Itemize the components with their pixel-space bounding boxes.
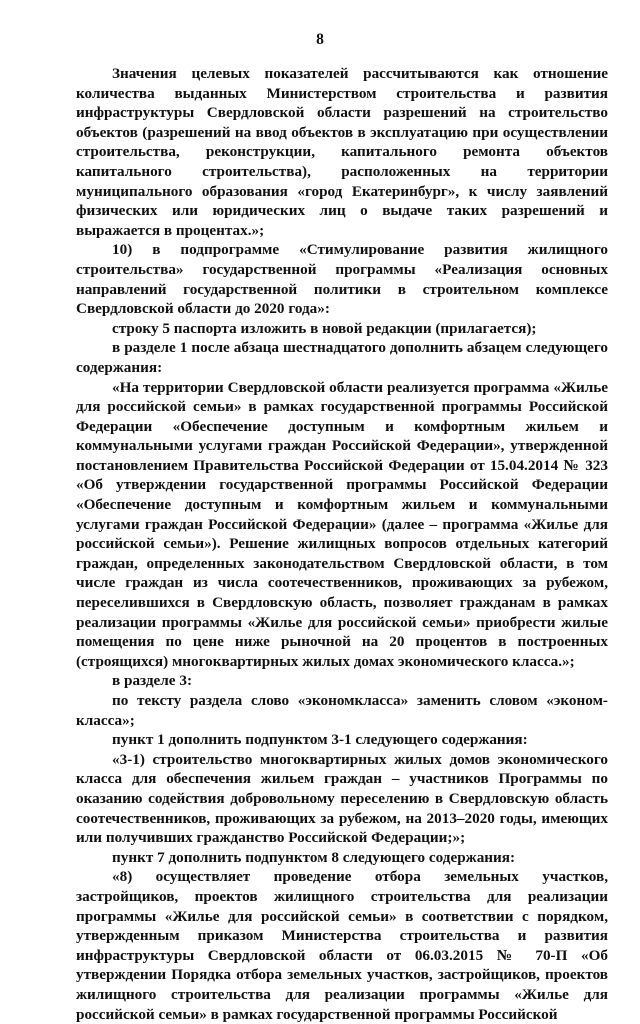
paragraph-target-indicators: Значения целевых показателей рассчитываются как отношение количества выданных Министерством строительства и развития инфраструктуры Свердловской области разрешений на строительство объектов (разрешений на ввод объектов в эксплуатацию при осуществлении строительства, реконструкции, капитального ремонта объектов капитального строительства), расположенных на территории муниципального образования «город Екатеринбург», к числу заявлений физических или юридических лиц о выдаче таких разрешений и выражается в процентах.»; (76, 65, 608, 239)
paragraph-section-1-addition: в разделе 1 после абзаца шестнадцатого дополнить абзацем следующего содержания: (76, 339, 608, 376)
paragraph-passport-row-5: строку 5 паспорта изложить в новой редакции (прилагается); (112, 319, 537, 337)
paragraph-subprogram-10: 10) в подпрограмме «Стимулирование развития жилищного строительства» государственной программы «Реализация основных направлений государственной политики в строительном комплексе Свердловской области до 2020 года»: (76, 241, 608, 318)
paragraph-item-7-addition: пункт 7 дополнить подпунктом 8 следующего содержания: (112, 848, 516, 866)
paragraph-economy-class-replace: по тексту раздела слово «экономкласса» заменить словом «эконом-класса»; (76, 692, 608, 729)
paragraph-item-1-addition: пункт 1 дополнить подпунктом 3-1 следующего содержания: (112, 731, 528, 749)
paragraph-subitem-3-1: «3-1) строительство многоквартирных жилых домов экономического класса для обеспечения жильем граждан – участников Программы по оказанию содействия добровольному переселению в Свердловскую область соотечественников, проживающих за рубежом, на 2013–2020 годы, имеющих или получивших гражданство Российской Федерации;»; (76, 750, 608, 847)
page-number: 8 (316, 31, 324, 48)
paragraph-family-housing-program: «На территории Свердловской области реализуется программа «Жилье для российской семьи» в рамках государственной программы Российской Федерации «Обеспечение доступным и комфортным жильем и коммунальными услугами граждан Российской Федерации», утвержденной постановлением Правительства Российской Федерации от 15.04.2014 № 323 «Об утверждении государственной программы Российской Федерации «Обеспечение доступным и комфортным жильем и коммунальными услугами граждан Российской Федерации» (далее – программа «Жилье для российской семьи»). Решение жилищных вопросов отдельных категорий граждан, определенных законодательством Свердловской области, в том числе граждан из числа соотечественников, проживающих за рубежом, переселившихся в Свердловскую область, позволяет гражданам в рамках реализации программы «Жилье для российской семьи» приобрести жилые помещения по цене ниже рыночной на 20 процентов в построенных (строящихся) многоквартирных жилых домах экономического класса.»; (76, 378, 608, 670)
document-body (76, 64, 608, 1024)
paragraph-subitem-8: «8) осуществляет проведение отбора земельных участков, застройщиков, проектов жилищного строительства для реализации программы «Жилье для российской семьи» в соответствии с порядком, утвержденным приказом Министерства строительства и развития инфраструктуры Свердловской области от 06.03.2015 № 70-П «Об утверждении Порядка отбора земельных участков, застройщиков, проектов жилищного строительства для реализации программы «Жилье для российской семьи» в рамках государственной программы Российской (76, 868, 608, 1023)
paragraph-section-3: в разделе 3: (112, 672, 193, 690)
